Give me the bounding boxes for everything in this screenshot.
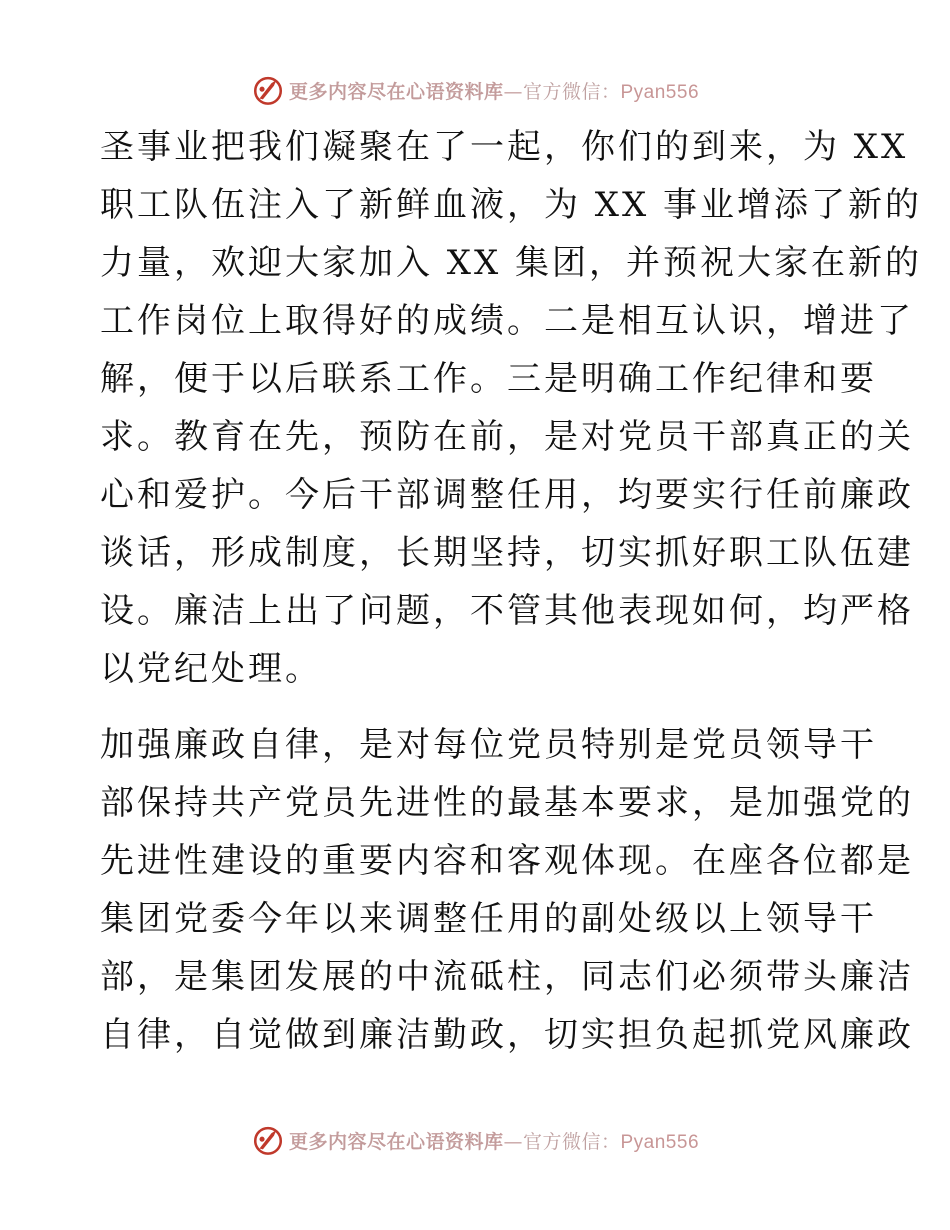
footer-banner: [0, 1120, 950, 1160]
text-line: 部保持共产党员先进性的最基本要求，是加强党的: [100, 783, 914, 823]
text-line: 谈话，形成制度，长期坚持，切实抓好职工队伍建: [100, 533, 914, 573]
text-line: 工作岗位上取得好的成绩。二是相互认识，增进了: [100, 301, 914, 341]
banner-site-text: 更多内容尽在心语资料库: [288, 1130, 504, 1153]
banner-wechat-id: Pyan556: [620, 1131, 700, 1153]
text-line: 设。廉洁上出了问题，不管其他表现如何，均严格: [100, 591, 914, 631]
header-banner: [0, 70, 950, 110]
text-line: 先进性建设的重要内容和客观体现。在座各位都是: [100, 841, 914, 881]
banner-text: [289, 77, 699, 104]
text-line: 部，是集团发展的中流砥柱，同志们必须带头廉洁: [100, 957, 914, 997]
banner-text: [289, 1127, 699, 1154]
text-line: 心和爱护。今后干部调整任用，均要实行任前廉政: [100, 475, 914, 515]
text-line: 自律，自觉做到廉洁勤政，切实担负起抓党风廉政: [100, 1015, 914, 1055]
logo-icon: [251, 73, 285, 107]
logo-icon: [251, 1123, 285, 1157]
text-line: 力量，欢迎大家加入 XX 集团，并预祝大家在新的: [100, 243, 923, 283]
paragraph-2: [100, 716, 914, 1064]
text-line: 集团党委今年以来调整任用的副处级以上领导干: [100, 899, 877, 939]
text-line: 圣事业把我们凝聚在了一起，你们的到来，为 XX: [100, 127, 909, 167]
text-line: 求。教育在先，预防在前，是对党员干部真正的关: [100, 417, 914, 457]
banner-wechat-label: 官方微信：: [522, 1130, 621, 1153]
text-line: 加强廉政自律，是对每位党员特别是党员领导干: [100, 725, 877, 765]
paragraph-1: [100, 118, 923, 698]
banner-wechat-label: 官方微信：: [522, 80, 621, 103]
text-line: 以党纪处理。: [100, 649, 322, 689]
banner-wechat-id: Pyan556: [620, 81, 700, 103]
text-line: 解，便于以后联系工作。三是明确工作纪律和要: [100, 359, 877, 399]
banner-site-text: 更多内容尽在心语资料库: [288, 80, 504, 103]
banner-separator: —: [503, 1130, 523, 1153]
banner-separator: —: [503, 80, 523, 103]
text-line: 职工队伍注入了新鲜血液，为 XX 事业增添了新的: [100, 185, 923, 225]
